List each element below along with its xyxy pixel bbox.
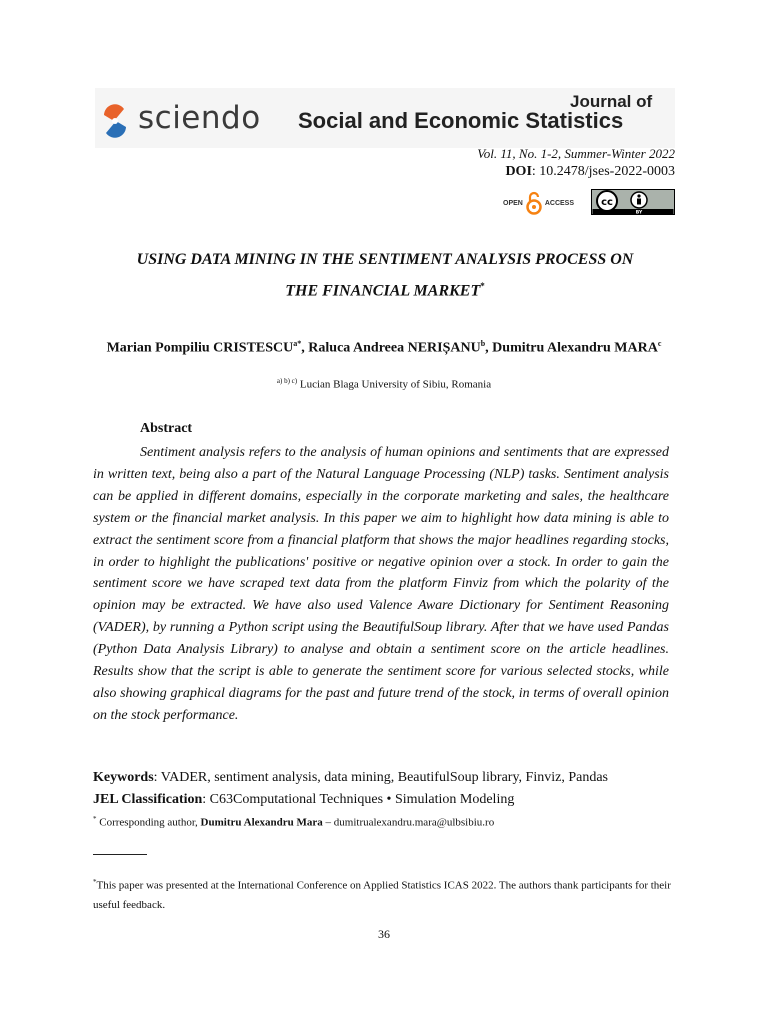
abstract-heading: Abstract [140, 421, 193, 436]
author-list [96, 333, 672, 360]
author-separator: , [301, 340, 309, 356]
affiliation [96, 377, 672, 391]
jel-value: : C63Computational Techniques • Simulation Modeling [202, 792, 515, 807]
open-access-logo [503, 190, 574, 216]
corresponding-author-note [93, 815, 683, 829]
sciendo-wordmark: sciendo [138, 100, 261, 136]
jel-classification-line [93, 792, 683, 808]
doi-value[interactable]: : 10.2478/jses-2022-0003 [531, 164, 675, 179]
cc-by-license-icon [591, 189, 675, 215]
corresponding-email[interactable]: – dumitrualexandru.mara@ulbsibiu.ro [322, 816, 495, 829]
author-1: Marian Pompiliu CRISTESCU [106, 340, 294, 356]
abstract-text: Sentiment analysis refers to the analysis of human opinions and sentiments that are expressed in written text, being also a part of the Natural Language Processing (NLP) tasks. Sentiment analysis can be applied in different domains, especially in the corporate marketing and sales, the healthcare system or the financial market analysis. In this paper we aim to highlight how data mining is able to extract the sentiment score from a financial platform that shows the major headlines regarding stocks, in order to highlight the publications' positive or negative opinion over a stock. In order to gain the sentiment score we have scraped text data from the platform Finviz from which the polarity of the opinion may be extracted. We have also used Valence Aware Dictionary for Sentiment Reasoning (VADER), by running a Python script using the BeautifulSoup library. After that we have used Pandas (Python Data Analysis Library) to analyse and obtain a sentiment score on the article headlines. Results show that the script is able to generate the sentiment score for various selected stocks, while also showing graphical diagrams for the past and future trend of the stock, in terms of overall opinion on the stock performance. [93, 445, 669, 723]
open-lock-icon [526, 191, 542, 215]
author-3: Dumitru Alexandru MARA [492, 340, 658, 356]
paper-title [60, 247, 710, 304]
footnote-mark: * [93, 878, 97, 886]
affiliation-marks: a) b) c) [276, 377, 298, 385]
corresponding-name: Dumitru Alexandru Mara [200, 816, 323, 829]
corresponding-prefix: Corresponding author, [96, 816, 201, 829]
paper-title-line1: USING DATA MINING IN THE SENTIMENT ANALYSIS PROCESS ON [136, 251, 634, 268]
corresponding-mark: * [93, 815, 97, 823]
license-label: BY [635, 210, 643, 215]
author-separator: , [485, 340, 493, 356]
affiliation-text: Lucian Blaga University of Sibiu, Romania [297, 378, 492, 391]
keywords-value: : VADER, sentiment analysis, data mining, BeautifulSoup library, Finviz, Pandas [153, 770, 608, 785]
journal-name-line1: Journal of [570, 92, 653, 111]
sciendo-logo-icon [100, 101, 130, 141]
author-2-affil: b [480, 339, 486, 348]
doi-line [505, 164, 675, 180]
footnote-divider [93, 854, 147, 855]
volume-info: Vol. 11, No. 1-2, Summer-Winter 2022 [477, 146, 675, 161]
author-3-affil: c [657, 339, 662, 348]
jel-label: JEL Classification [93, 792, 203, 807]
open-access-right-text: ACCESS [544, 199, 575, 207]
author-2: Raluca Andreea NERIȘANU [308, 340, 481, 356]
title-footnote-mark: * [480, 281, 485, 291]
svg-text:cc: cc [601, 197, 613, 208]
doi-label: DOI [505, 164, 532, 179]
keywords-line [93, 770, 683, 786]
footnote [93, 873, 677, 915]
journal-name-line2: Social and Economic Statistics [298, 108, 624, 133]
author-1-affil: a* [293, 339, 302, 348]
footnote-text: This paper was presented at the International Conference on Applied Statistics ICAS 2022. The authors thank participants for their useful feedback. [93, 879, 671, 911]
paper-title-line2: THE FINANCIAL MARKET [285, 282, 481, 300]
page-number: 36 [378, 927, 390, 941]
keywords-label: Keywords [93, 770, 154, 785]
open-access-left-text: OPEN [503, 199, 523, 207]
